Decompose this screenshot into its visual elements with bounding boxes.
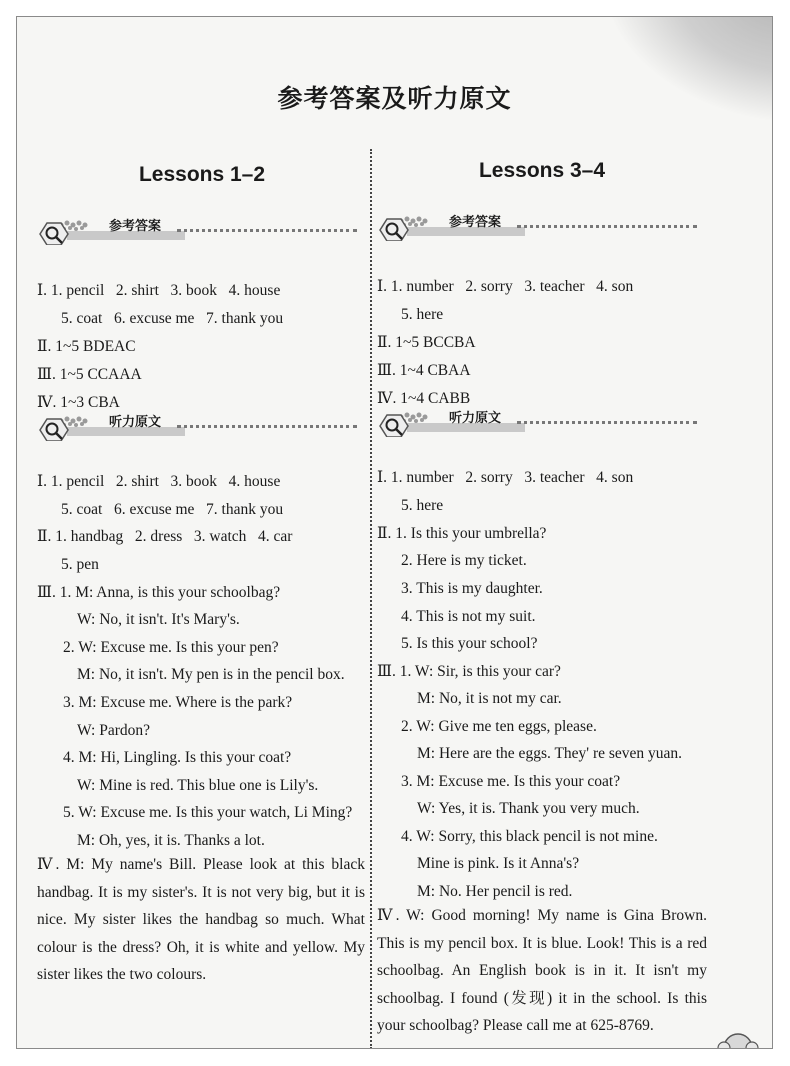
script-line: 5. pen — [61, 556, 99, 573]
script-line: Ⅰ. 1. number 2. sorry 3. teacher 4. son — [377, 469, 634, 486]
script-section-head-right — [377, 407, 697, 441]
script-section-head-left — [37, 411, 357, 445]
answer-line: Ⅱ. 1~5 BCCBA — [377, 334, 476, 351]
dotted-rule — [517, 225, 697, 228]
answers-label-left: 参考答案 — [109, 219, 162, 234]
script-line: Ⅰ. 1. pencil 2. shirt 3. book 4. house — [37, 473, 281, 490]
script-line: 3. M: Excuse me. Is this your coat? — [401, 773, 621, 790]
script-line: M: Here are the eggs. They' re seven yuan. — [417, 745, 683, 762]
script-line: M: No, it isn't. My pen is in the pencil box. — [77, 666, 345, 683]
dotted-rule — [177, 425, 357, 428]
script-line: 2. W: Excuse me. Is this your pen? — [63, 639, 279, 656]
script-line: Ⅲ. 1. W: Sir, is this your car? — [377, 663, 561, 680]
dotted-rule — [177, 229, 357, 232]
script-line: 4. This is not my suit. — [401, 608, 536, 625]
script-line: 4. M: Hi, Lingling. Is this your coat? — [63, 749, 292, 766]
script-label-left: 听力原文 — [109, 415, 162, 430]
script-line: Ⅱ. 1. handbag 2. dress 3. watch 4. car — [37, 528, 293, 545]
script-line: 3. M: Excuse me. Where is the park? — [63, 694, 293, 711]
script-line: 5. here — [401, 497, 444, 514]
answers-label-right: 参考答案 — [449, 215, 502, 230]
passage-left: Ⅳ. M: My name's Bill. Please look at this black handbag. It is my sister's. It is not very big, but it is nice. My sister likes the handbag so much. What colour is the dress? Oh, it is white and yellow. My sister likes the two colours. — [37, 856, 365, 983]
answer-line: Ⅱ. 1~5 BDEAC — [37, 338, 136, 355]
dotted-rule — [517, 421, 697, 424]
column-divider — [370, 149, 372, 1049]
script-line: M: No, it is not my car. — [417, 690, 562, 707]
lesson-heading-right: Lessons 3–4 — [478, 159, 606, 182]
answer-line: Ⅰ. 1. pencil 2. shirt 3. book 4. house — [37, 282, 281, 299]
lesson-heading-left: Lessons 1–2 — [138, 163, 266, 186]
script-line: W: No, it isn't. It's Mary's. — [77, 611, 240, 628]
answer-line: Ⅳ. 1~4 CABB — [377, 390, 471, 407]
script-line: M: Oh, yes, it is. Thanks a lot. — [77, 832, 265, 849]
answer-line: Ⅰ. 1. number 2. sorry 3. teacher 4. son — [377, 278, 634, 295]
script-line: Mine is pink. Is it Anna's? — [417, 855, 580, 872]
script-line: Ⅲ. 1. M: Anna, is this your schoolbag? — [37, 584, 281, 601]
answer-line: Ⅳ. 1~3 CBA — [37, 394, 120, 411]
script-line: 2. W: Give me ten eggs, please. — [401, 718, 597, 735]
answer-line: 5. coat 6. excuse me 7. thank you — [61, 310, 284, 327]
answer-line: Ⅲ. 1~4 CBAA — [377, 362, 471, 379]
script-line: W: Yes, it is. Thank you very much. — [417, 800, 640, 817]
answer-line: 5. here — [401, 306, 444, 323]
script-line: 5. coat 6. excuse me 7. thank you — [61, 501, 284, 518]
script-line: W: Mine is red. This blue one is Lily's. — [77, 777, 319, 794]
answer-line: Ⅲ. 1~5 CCAAA — [37, 366, 142, 383]
page-corner-ornament-icon — [714, 1028, 762, 1048]
page-title: 参考答案及听力原文 — [277, 84, 512, 113]
script-line: 5. W: Excuse me. Is this your watch, Li Ming? — [63, 804, 353, 821]
script-label-right: 听力原文 — [449, 411, 502, 426]
passage-right: Ⅳ. W: Good morning! My name is Gina Brown. This is my pencil box. It is blue. Look! This is a red schoolbag. An English book is in it. It isn't my schoolbag. I found (发现) it in the school. Is this your schoolbag? Please call me at 625-8769. — [377, 907, 707, 1034]
script-line: Ⅱ. 1. Is this your umbrella? — [377, 525, 547, 542]
script-line: 2. Here is my ticket. — [401, 552, 527, 569]
answers-section-head-left — [37, 215, 357, 249]
script-line: M: No. Her pencil is red. — [417, 883, 573, 900]
script-line: 4. W: Sorry, this black pencil is not mine. — [401, 828, 658, 845]
script-line: 5. Is this your school? — [401, 635, 538, 652]
script-line: 3. This is my daughter. — [401, 580, 543, 597]
page — [16, 16, 773, 1049]
script-line: W: Pardon? — [77, 722, 151, 739]
answers-section-head-right — [377, 211, 697, 245]
